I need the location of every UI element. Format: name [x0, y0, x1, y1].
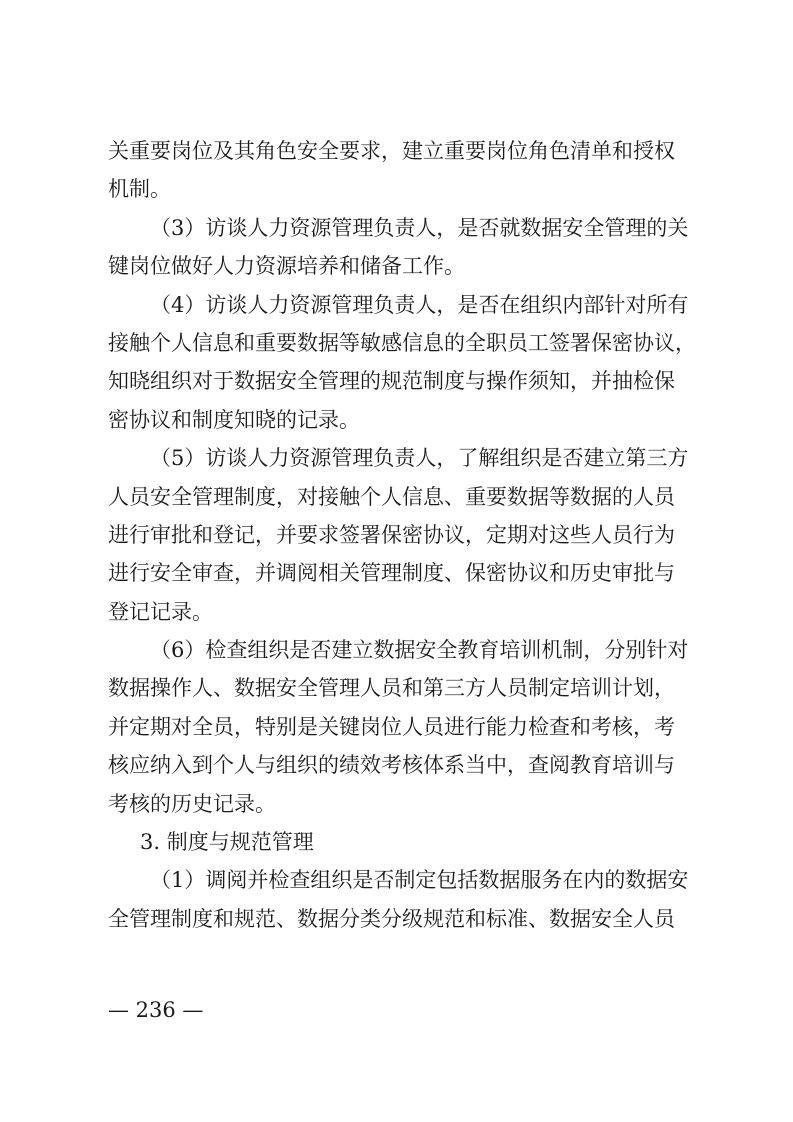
text-line: 全管理制度和规范、数据分类分级规范和标准、数据安全人员 — [108, 906, 675, 931]
text-line: 考核的历史记录。 — [108, 791, 276, 816]
text-line: （6）检查组织是否建立数据安全教育培训机制，分别针对 — [150, 638, 689, 663]
text-line: （5）访谈人力资源管理负责人，了解组织是否建立第三方 — [150, 446, 689, 471]
text-line: 进行审批和登记，并要求签署保密协议，定期对这些人员行为 — [108, 522, 675, 547]
text-line: 键岗位做好人力资源培养和储备工作。 — [108, 254, 465, 279]
page-body — [108, 132, 696, 938]
text-line: （3）访谈人力资源管理负责人，是否就数据安全管理的关 — [150, 215, 689, 240]
text-line: 数据操作人、数据安全管理人员和第三方人员制定培训计划， — [108, 676, 675, 701]
text-line: 登记记录。 — [108, 599, 213, 624]
text-line: 密协议和制度知晓的记录。 — [108, 407, 360, 432]
text-line: 知晓组织对于数据安全管理的规范制度与操作须知，并抽检保 — [108, 369, 675, 394]
text-line: （4）访谈人力资源管理负责人，是否在组织内部针对所有 — [150, 292, 689, 317]
page-number: — 236 — — [108, 998, 204, 1022]
text-line: （1）调阅并检查组织是否制定包括数据服务在内的数据安 — [150, 868, 689, 893]
text-line: 并定期对全员，特别是关键岗位人员进行能力检查和考核，考 — [108, 714, 675, 739]
text-line: 机制。 — [108, 177, 171, 202]
text-line: 核应纳入到个人与组织的绩效考核体系当中，查阅教育培训与 — [108, 753, 675, 778]
text-line: 接触个人信息和重要数据等敏感信息的全职员工签署保密协议， — [108, 330, 696, 355]
text-line: 人员安全管理制度，对接触个人信息、重要数据等数据的人员 — [108, 484, 675, 509]
text-line: 关重要岗位及其角色安全要求，建立重要岗位角色清单和授权 — [108, 139, 675, 163]
text-line: 进行安全审查，并调阅相关管理制度、保密协议和历史审批与 — [108, 561, 675, 586]
section-heading: 3. 制度与规范管理 — [140, 830, 314, 855]
